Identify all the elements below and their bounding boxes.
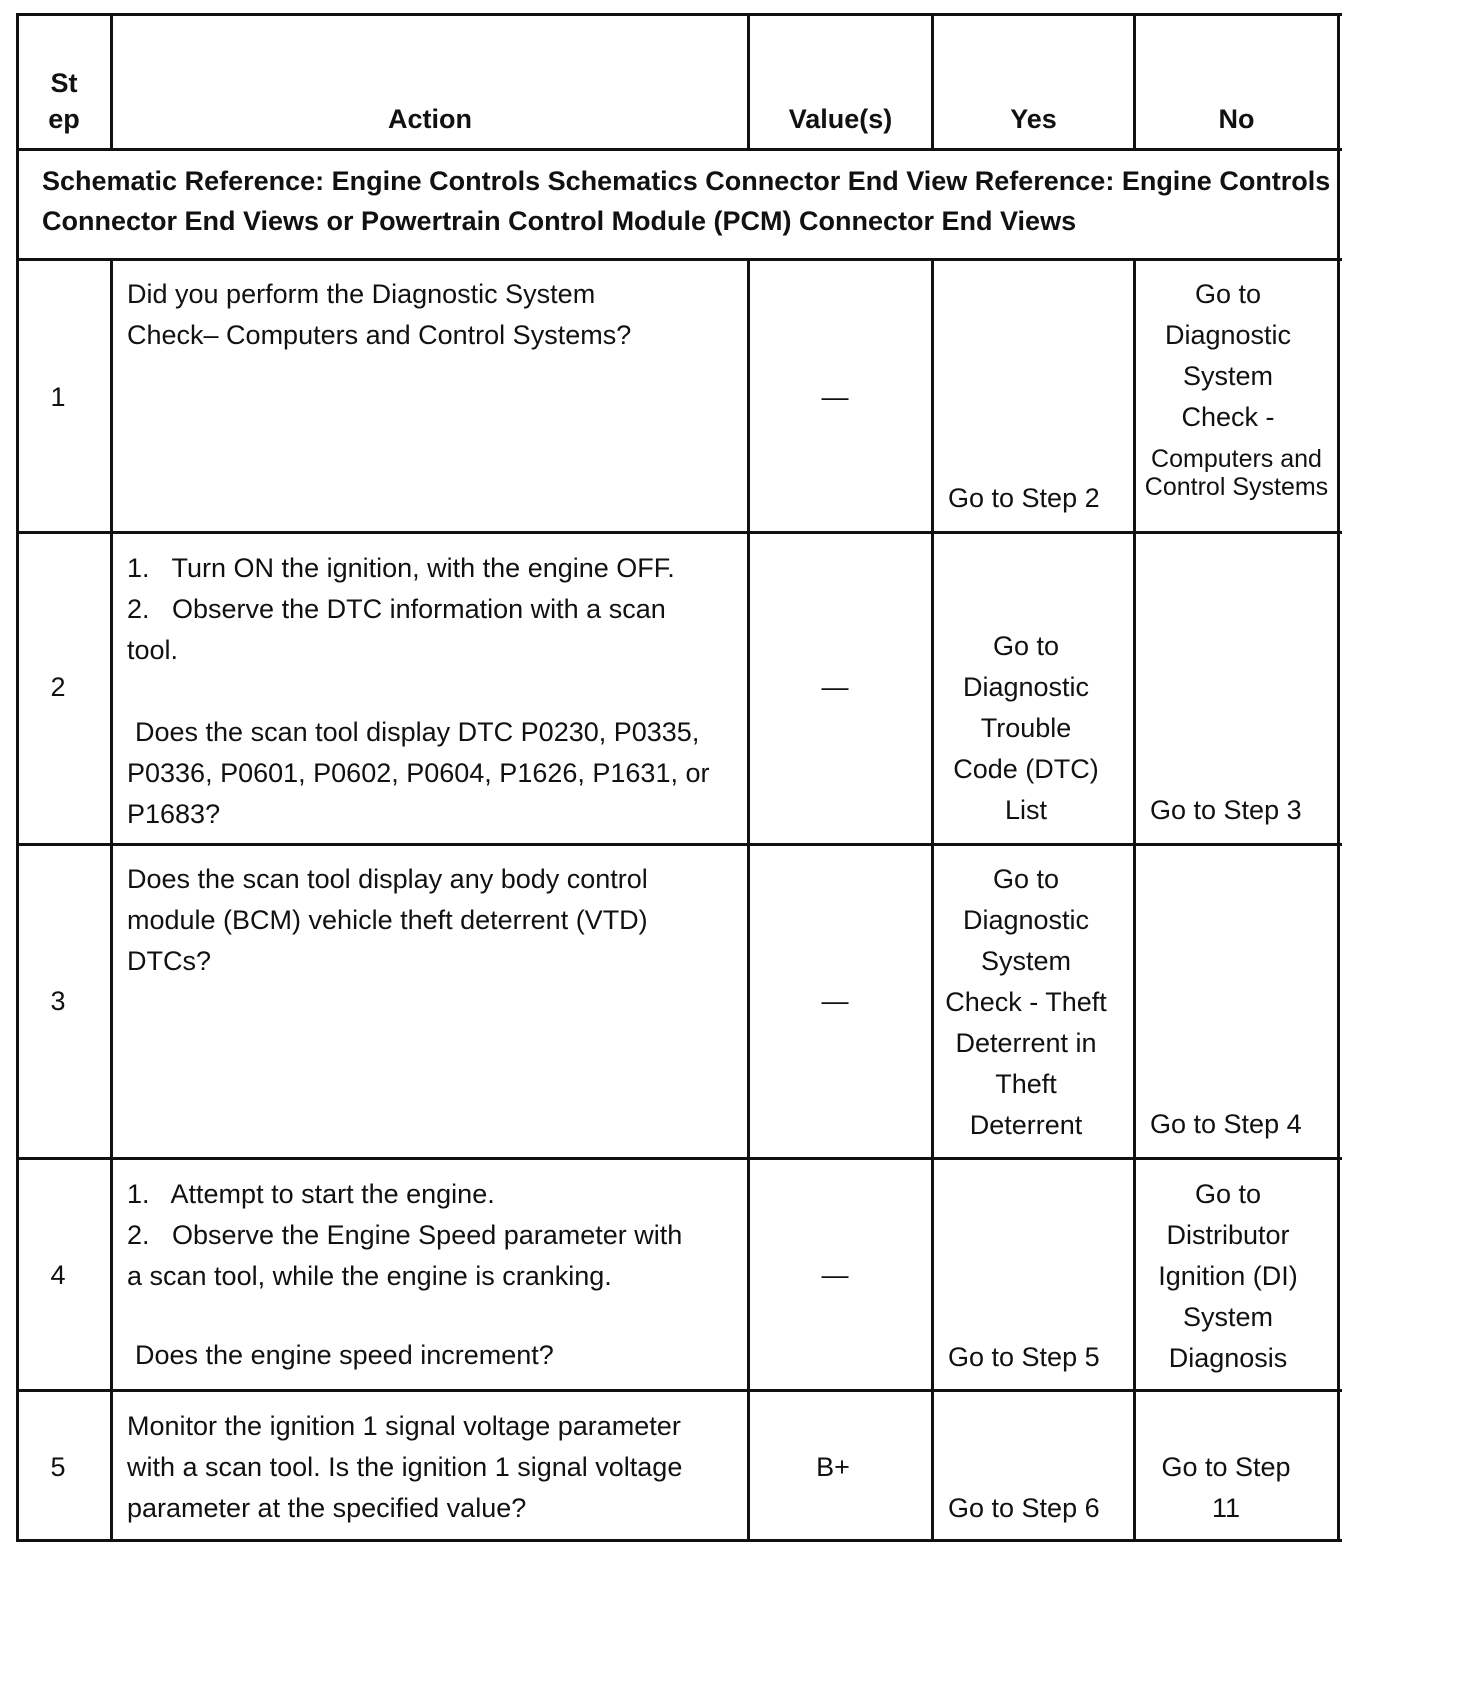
table-border-left: [16, 13, 19, 1542]
no-cell: Go to Distributor Ignition (DI) System Diagnosis: [1158, 1179, 1298, 1373]
header-divider: [18, 148, 1342, 151]
row-divider-2: [18, 843, 1342, 846]
action-text: 1. Turn ON the ignition, with the engine OFF. 2. Observe the DTC information with a scan tool. Does the scan tool display DTC P0230, P0335, P0336, P0601, P0602, P0604, P1626, P1631, or P1683?: [127, 553, 710, 829]
schematic-reference-line2: Connector End Views or Powertrain Control Module (PCM) Connector End Views: [42, 206, 1077, 236]
action-text: Did you perform the Diagnostic System Check– Computers and Control Systems?: [127, 279, 632, 350]
value-cell: —: [821, 986, 849, 1016]
step-number: 3: [50, 986, 66, 1016]
header-action: Action: [388, 104, 472, 134]
column-divider-step: [110, 258, 113, 1542]
header-yes: Yes: [1010, 104, 1057, 134]
yes-cell: Go to Diagnostic Trouble Code (DTC) List: [953, 631, 1099, 825]
header-no: No: [1218, 104, 1255, 134]
action-text: Monitor the ignition 1 signal voltage parameter with a scan tool. Is the ignition 1 signal voltage parameter at the specified value?: [127, 1411, 683, 1523]
action-text: Does the scan tool display any body control module (BCM) vehicle theft deterrent (VTD) DTCs?: [127, 864, 648, 976]
action-text: 1. Attempt to start the engine. 2. Observe the Engine Speed parameter with a scan tool, while the engine is cranking. Does the engine speed increment?: [127, 1179, 683, 1370]
step-number: 1: [50, 382, 66, 412]
table-border-top: [18, 13, 1342, 16]
value-cell: —: [821, 1260, 849, 1290]
yes-cell: Go to Step 5: [948, 1342, 1100, 1372]
row-divider-4: [18, 1389, 1342, 1392]
no-cell: Go to Step 11: [1161, 1452, 1291, 1523]
header-values: Value(s): [788, 104, 893, 134]
row-divider-1: [18, 531, 1342, 534]
header-step-line2: ep: [48, 104, 80, 134]
table-border-right: [1337, 13, 1340, 1542]
schematic-reference-line1: Schematic Reference: Engine Controls Schematics Connector End View Reference: Engine Controls: [42, 166, 1331, 196]
yes-cell: Go to Diagnostic System Check - Theft Deterrent in Theft Deterrent: [945, 864, 1107, 1140]
header-step-line1: St: [50, 68, 78, 98]
no-cell: Go to Step 4: [1150, 1109, 1302, 1139]
value-cell: —: [821, 382, 849, 412]
no-cell: Go to Step 3: [1150, 795, 1302, 825]
row-divider-3: [18, 1157, 1342, 1160]
value-cell: —: [821, 672, 849, 702]
header-step: [18, 68, 110, 134]
no-cell: Go to Diagnostic System Check -: [1164, 279, 1292, 432]
yes-cell: Go to Step 6: [948, 1493, 1100, 1523]
value-cell: B+: [816, 1452, 850, 1482]
no-cell-continued: Computers and Control Systems: [1144, 445, 1329, 501]
reference-divider: [18, 258, 1342, 261]
yes-cell: Go to Step 2: [948, 483, 1100, 513]
step-number: 5: [50, 1452, 66, 1482]
column-divider-action: [747, 258, 750, 1542]
step-number: 2: [50, 672, 66, 702]
step-number: 4: [50, 1260, 66, 1290]
table-border-bottom: [18, 1539, 1342, 1542]
